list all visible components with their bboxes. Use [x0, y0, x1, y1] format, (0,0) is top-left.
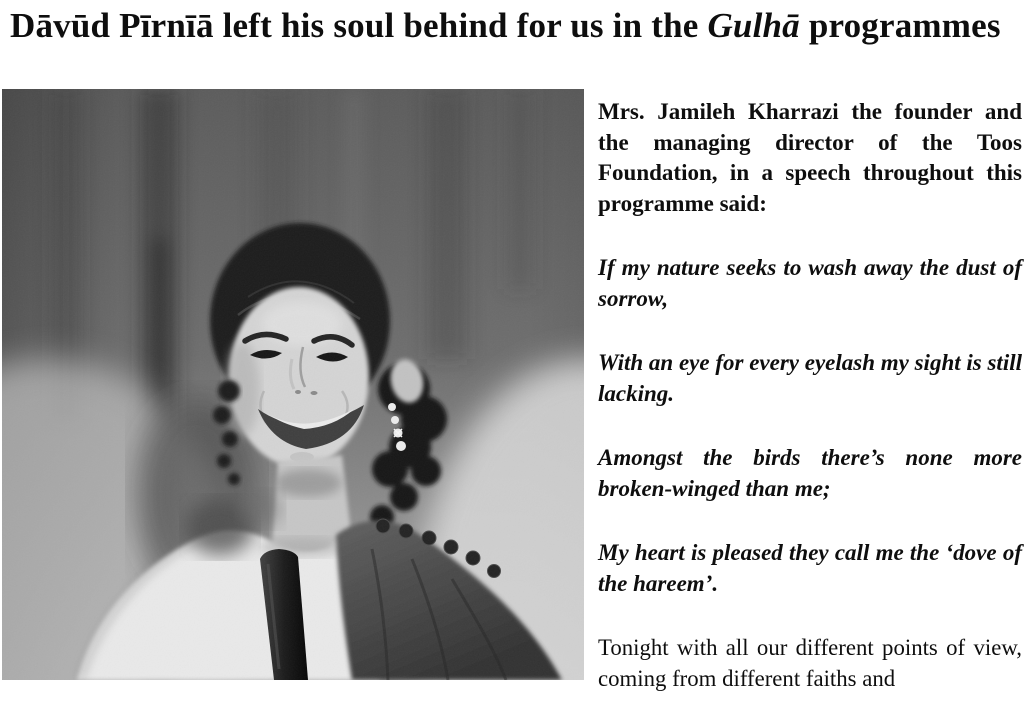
portrait-photo — [2, 89, 584, 680]
portrait-photo-illustration — [2, 89, 584, 680]
verse-line-2: With an eye for every eyelash my sight is still lacking. — [598, 350, 1022, 406]
title-text-gulha-italic: Gulhā — [707, 6, 800, 45]
paragraph-closing: Tonight with all our different points of view, coming from different faiths and — [598, 635, 1022, 691]
title-text-end: programmes — [799, 6, 1001, 45]
verse-line-3: Amongst the birds there’s none more broken-winged than me; — [598, 445, 1022, 501]
content-row — [0, 89, 1024, 728]
text-column — [598, 89, 1022, 728]
verse-line-4: My heart is pleased they call me the ‘dove of the hareem’. — [598, 540, 1022, 596]
paragraph-speech-intro: Mrs. Jamileh Kharrazi the founder and the managing director of the Toos Foundation, in a speech throughout this programme said: — [598, 99, 1022, 216]
title-text-start: Dāvūd Pīrnīā left his soul behind for us in the — [10, 6, 708, 45]
verse-line-1: If my nature seeks to wash away the dust of sorrow, — [598, 255, 1022, 311]
article-title — [0, 0, 1024, 49]
